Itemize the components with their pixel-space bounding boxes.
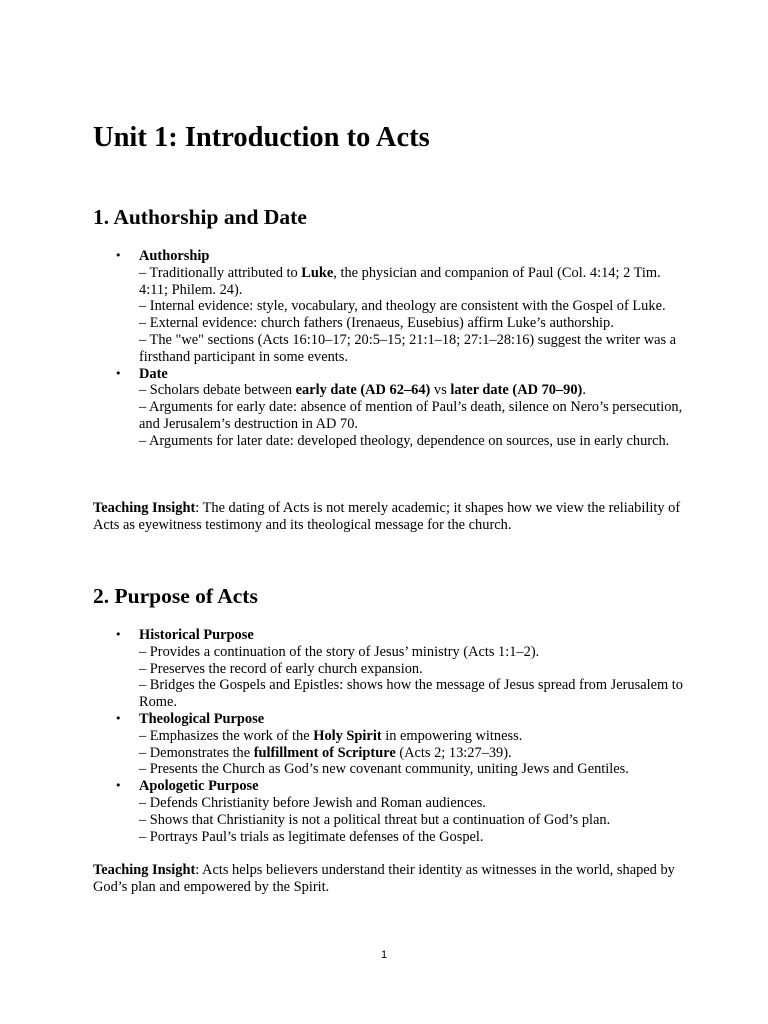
list-item-date (93, 366, 683, 450)
date-line-1: – Scholars debate between early date (AD 62–64) vs later date (AD 70–90). (139, 382, 586, 399)
teaching-insight-label: Teaching Insight (93, 862, 196, 878)
list-item-historical-purpose (93, 627, 683, 711)
bullet-label-date: • Date (139, 365, 168, 382)
teaching-insight-label: Teaching Insight (93, 500, 196, 516)
authorship-line-4: – The "we" sections (Acts 16:10–17; 20:5–15; 21:1–18; 27:1–28:16) suggest the writer was a firsthand participant in some events. (139, 331, 677, 365)
page-number: 1 (380, 949, 388, 961)
theological-line-2: – Demonstrates the fulfillment of Scripture (Acts 2; 13:27–39). (139, 744, 512, 761)
teaching-insight-2 (93, 862, 683, 896)
historical-line-3: – Bridges the Gospels and Epistles: shows how the message of Jesus spread from Jerusalem to Rome. (139, 677, 683, 711)
theological-line-3: – Presents the Church as God’s new covenant community, uniting Jews and Gentiles. (139, 761, 629, 778)
theological-line-1: – Emphasizes the work of the Holy Spirit in empowering witness. (139, 727, 523, 744)
historical-line-1: – Provides a continuation of the story of Jesus’ ministry (Acts 1:1–2). (139, 643, 540, 660)
page-title: Unit 1: Introduction to Acts (93, 122, 430, 153)
bullet-label-authorship: • Authorship (139, 248, 210, 264)
bullet-label-historical: • Historical Purpose (139, 627, 254, 643)
section-heading-purpose: 2. Purpose of Acts (93, 584, 258, 608)
apologetic-line-3: – Portrays Paul’s trials as legitimate defenses of the Gospel. (139, 828, 484, 845)
date-line-2: – Arguments for early date: absence of mention of Paul’s death, silence on Nero’s persecution, and Jerusalem’s destruction in AD 70. (139, 399, 683, 432)
authorship-line-1: – Traditionally attributed to Luke, the physician and companion of Paul (Col. 4:14; 2 Tim. 4:11; Philem. 24). (139, 264, 661, 298)
teaching-insight-1 (93, 500, 683, 534)
apologetic-line-2: – Shows that Christianity is not a political threat but a continuation of God’s plan. (139, 811, 611, 828)
list-item-authorship (93, 248, 683, 366)
bullet-list-purpose (93, 627, 683, 845)
authorship-line-3: – External evidence: church fathers (Irenaeus, Eusebius) affirm Luke’s authorship. (139, 315, 614, 332)
teaching-insight-text: : The dating of Acts is not merely academic; it shapes how we view the reliability of Acts as eyewitness testimony and its theological message for the church. (93, 500, 681, 533)
list-item-theological-purpose (93, 711, 683, 778)
date-line-3: – Arguments for later date: developed theology, dependence on sources, use in early church. (139, 432, 670, 449)
bullet-list-authorship-date (93, 248, 683, 450)
apologetic-line-1: – Defends Christianity before Jewish and Roman audiences. (139, 794, 486, 811)
bullet-label-apologetic: • Apologetic Purpose (139, 778, 259, 795)
teaching-insight-text: : Acts helps believers understand their identity as witnesses in the world, shaped by God’s plan and empowered by the Spirit. (93, 862, 675, 895)
list-item-apologetic-purpose (93, 778, 683, 845)
historical-line-2: – Preserves the record of early church expansion. (139, 660, 423, 677)
section-heading-authorship-date: 1. Authorship and Date (93, 205, 307, 229)
bullet-label-theological: • Theological Purpose (139, 710, 265, 727)
authorship-line-2: – Internal evidence: style, vocabulary, and theology are consistent with the Gospel of Luke. (139, 298, 666, 315)
